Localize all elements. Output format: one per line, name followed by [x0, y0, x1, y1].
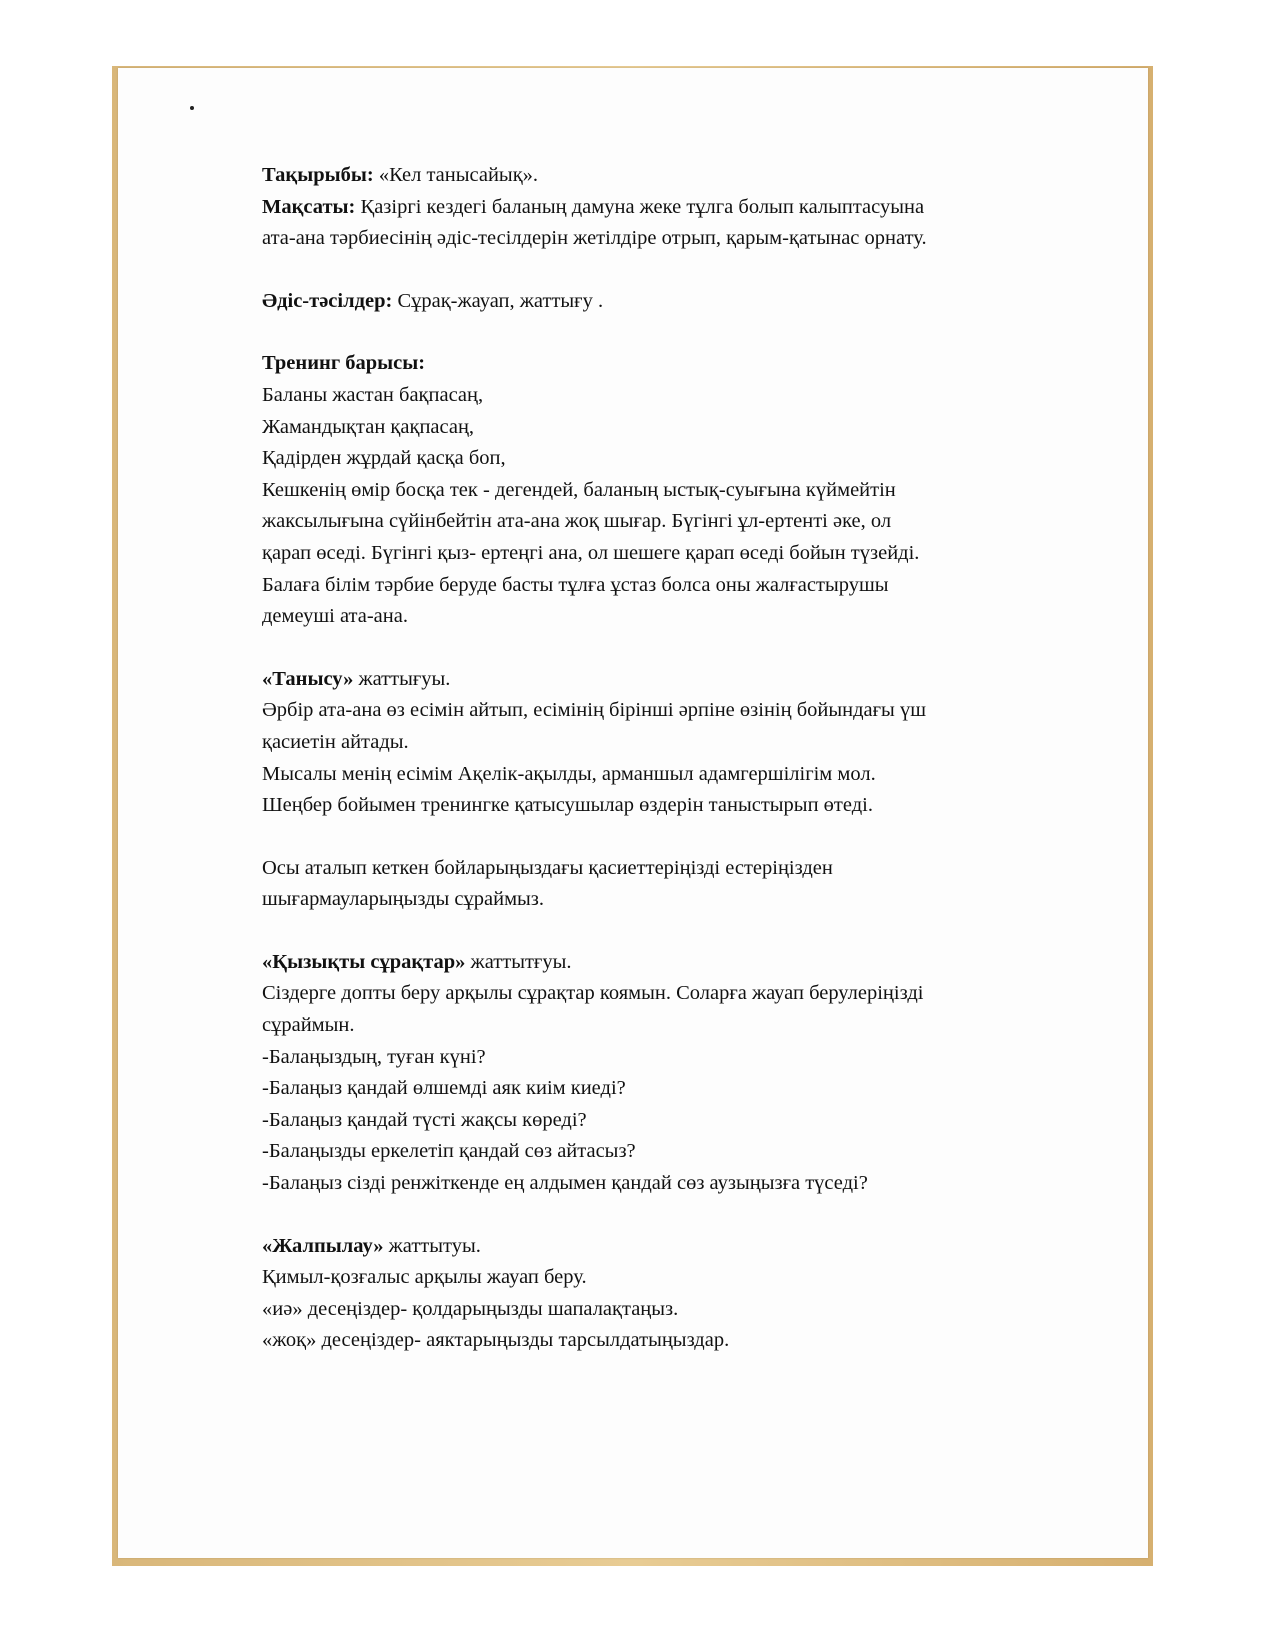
- exercise-2-line: -Балаңыз қандай өлшемді аяк киім киеді?: [262, 1077, 626, 1100]
- exercise-1-line: Мысалы менің есімім Ақелік-ақылды, арманшыл адамгершілігім мол.: [262, 762, 876, 785]
- exercise-1-after-line: Осы аталып кеткен бойларыңыздағы қасиеттеріңізді естеріңізден: [262, 856, 833, 879]
- exercise-1-heading: [262, 664, 1062, 696]
- exercise-3-line: «иә» десеңіздер- қолдарыңызды шапалақтаңыз.: [262, 1297, 679, 1320]
- poem-line: Кешкенің өмір босқа тек - дегендей, баланың ыстық-суығына күймейтін: [262, 478, 896, 501]
- methods-value: Сұрақ-жауап, жаттығу .: [392, 289, 604, 312]
- exercise-2-suffix: жаттытғуы.: [465, 950, 572, 973]
- exercise-1-line: Әрбір ата-ана өз есімін айтып, есімінің бірінші әрпіне өзінің бойындағы үш: [262, 699, 926, 722]
- poem-line: қарап өседі. Бүгінгі қыз- ертеңгі ана, ол шешеге қарап өседі бойын түзейді.: [262, 541, 920, 564]
- goal-line-1: [262, 192, 1062, 224]
- document-body: [262, 160, 1062, 1357]
- speck-mark: [190, 106, 194, 110]
- exercise-1-title: «Танысу»: [262, 667, 354, 690]
- training-label: Тренинг барысы:: [262, 352, 426, 375]
- exercise-2-line: -Балаңызды еркелетіп қандай сөз айтасыз?: [262, 1140, 636, 1163]
- exercise-2-line: Сіздерге допты беру арқылы сұрақтар коямын. Соларға жауап берулеріңізді: [262, 982, 924, 1005]
- exercise-2-line: -Балаңыз қандай түсті жақсы көреді?: [262, 1108, 587, 1131]
- topic-value: «Кел танысайық».: [373, 164, 539, 186]
- methods-line: [262, 286, 1062, 318]
- goal-line-2: ата-ана тәрбиесінің әдіс-тесілдерін жетілдіре отрып, қарым-қатынас орнату.: [262, 227, 927, 250]
- goal-text-1: Қазіргі кездегі баланың дамуна жеке тұлга болып калыптасуына: [355, 195, 925, 218]
- exercise-1-after-line: шығармауларыңызды сұраймыз.: [262, 888, 545, 911]
- exercise-3-heading: [262, 1231, 1062, 1263]
- exercise-1-suffix: жаттығуы.: [353, 667, 451, 690]
- exercise-1-line: қасиетін айтады.: [262, 730, 409, 753]
- goal-label: Мақсаты:: [262, 195, 356, 218]
- exercise-2-line: сұраймын.: [262, 1014, 355, 1037]
- training-heading: [262, 348, 1062, 380]
- methods-label: Әдіс-тәсілдер:: [262, 289, 393, 312]
- poem-line: демеуші ата-ана.: [262, 605, 408, 628]
- exercise-1-line: Шеңбер бойымен тренингке қатысушылар өздерін таныстырып өтеді.: [262, 794, 873, 817]
- poem-line: Қадірден жұрдай қасқа боп,: [262, 447, 506, 470]
- exercise-2-title: «Қызықты сұрақтар»: [262, 950, 466, 973]
- poem-line: Баланы жастан бақпасаң,: [262, 383, 484, 406]
- exercise-2-line: -Балаңыз сізді ренжіткенде ең алдымен қандай сөз аузыңызға түседі?: [262, 1172, 868, 1195]
- exercise-2-heading: [262, 947, 1062, 979]
- poem-line: Жамандықтан қақпасаң,: [262, 415, 475, 438]
- exercise-3-line: «жоқ» десеңіздер- аяктарыңызды тарсылдатыңыздар.: [262, 1329, 730, 1352]
- topic-line: [262, 160, 1062, 192]
- exercise-3-line: Қимыл-қозғалыс арқылы жауап беру.: [262, 1266, 587, 1289]
- poem-line: Балаға білім тәрбие беруде басты тұлға ұстаз болса оны жалғастырушы: [262, 573, 889, 596]
- exercise-3-title: «Жалпылау»: [262, 1234, 384, 1257]
- topic-label: Тақырыбы:: [262, 164, 374, 186]
- exercise-2-line: -Балаңыздың, туған күні?: [262, 1045, 486, 1068]
- poem-line: жаксылығына сүйінбейтін ата-ана жоқ шығар. Бүгінгі ұл-ертенті әке, ол: [262, 510, 892, 533]
- exercise-3-suffix: жаттытуы.: [383, 1234, 481, 1257]
